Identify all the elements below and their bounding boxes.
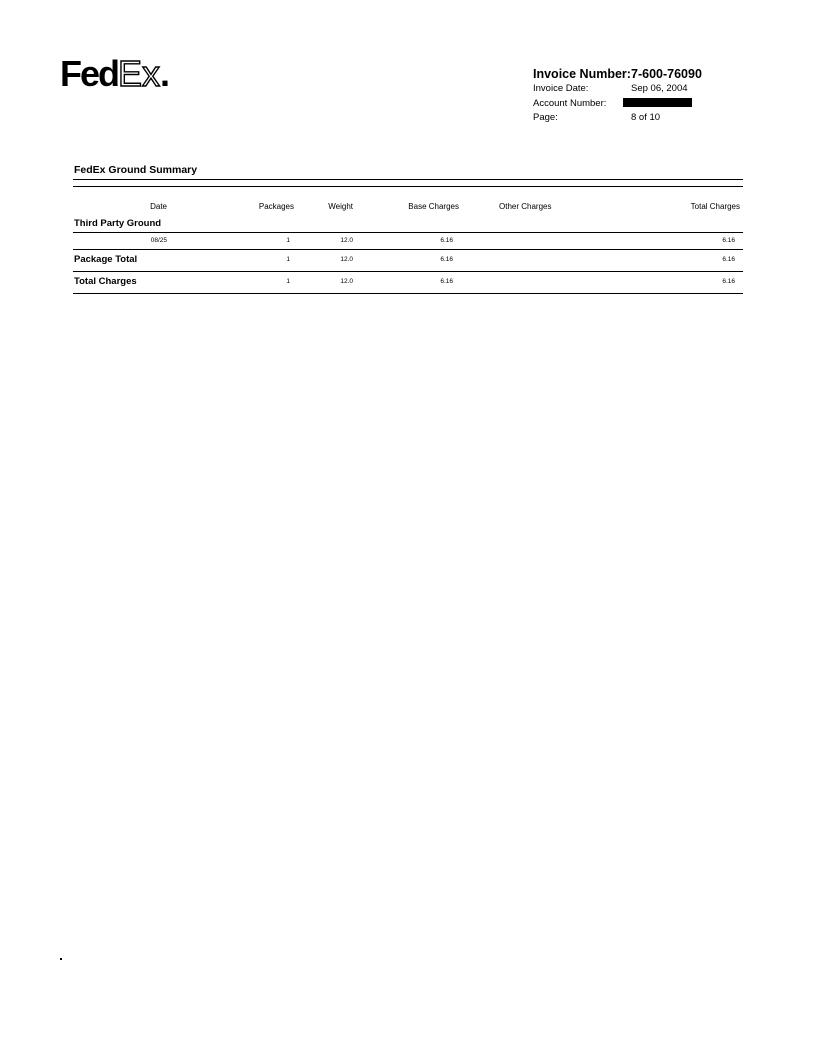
- account-number-label: Account Number:: [533, 98, 607, 109]
- page-value: 8 of 10: [631, 112, 661, 123]
- col-head-total-charges: Total Charges: [690, 202, 740, 211]
- page-mark: [60, 958, 62, 960]
- section-title: FedEx Ground Summary: [74, 164, 198, 176]
- col-head-other-charges: Other Charges: [499, 202, 552, 211]
- total-charges-rule: [73, 293, 743, 294]
- group-rule: [73, 232, 743, 233]
- row-total-charges: 6.16: [722, 237, 735, 244]
- col-head-date: Date: [150, 202, 167, 211]
- invoice-date-label: Invoice Date:: [533, 83, 589, 94]
- logo-fed: Fed: [60, 53, 119, 94]
- package-total-base-charges: 6.16: [440, 256, 453, 263]
- group-label: Third Party Ground: [74, 218, 162, 229]
- logo-ex: Ex: [118, 53, 161, 94]
- col-head-packages: Packages: [258, 202, 294, 211]
- total-charges-weight: 12.0: [340, 278, 353, 285]
- fedex-logo: [60, 53, 169, 94]
- invoice-number-value: 7-600-76090: [631, 67, 702, 81]
- package-total-rule: [73, 271, 743, 272]
- total-charges-packages: 1: [286, 278, 290, 285]
- package-total-total-charges: 6.16: [722, 256, 735, 263]
- invoice-number-label: Invoice Number:: [533, 67, 631, 81]
- row-rule: [73, 249, 743, 250]
- invoice-date-value: Sep 06, 2004: [631, 83, 688, 94]
- package-total-packages: 1: [286, 256, 290, 263]
- row-packages: 1: [286, 237, 290, 244]
- row-base-charges: 6.16: [440, 237, 453, 244]
- account-number-redaction: [623, 98, 692, 107]
- package-total-weight: 12.0: [340, 256, 353, 263]
- total-charges-label: Total Charges: [74, 276, 137, 287]
- logo-dot: .: [160, 53, 169, 94]
- col-head-weight: Weight: [328, 202, 353, 211]
- row-weight: 12.0: [340, 237, 353, 244]
- package-total-label: Package Total: [74, 254, 138, 265]
- section-rule-top: [73, 179, 743, 180]
- page-label: Page:: [533, 112, 558, 123]
- col-head-base-charges: Base Charges: [408, 202, 459, 211]
- total-charges-base-charges: 6.16: [440, 278, 453, 285]
- total-charges-total-charges: 6.16: [722, 278, 735, 285]
- section-rule-second: [73, 186, 743, 187]
- row-date: 08/25: [150, 237, 167, 244]
